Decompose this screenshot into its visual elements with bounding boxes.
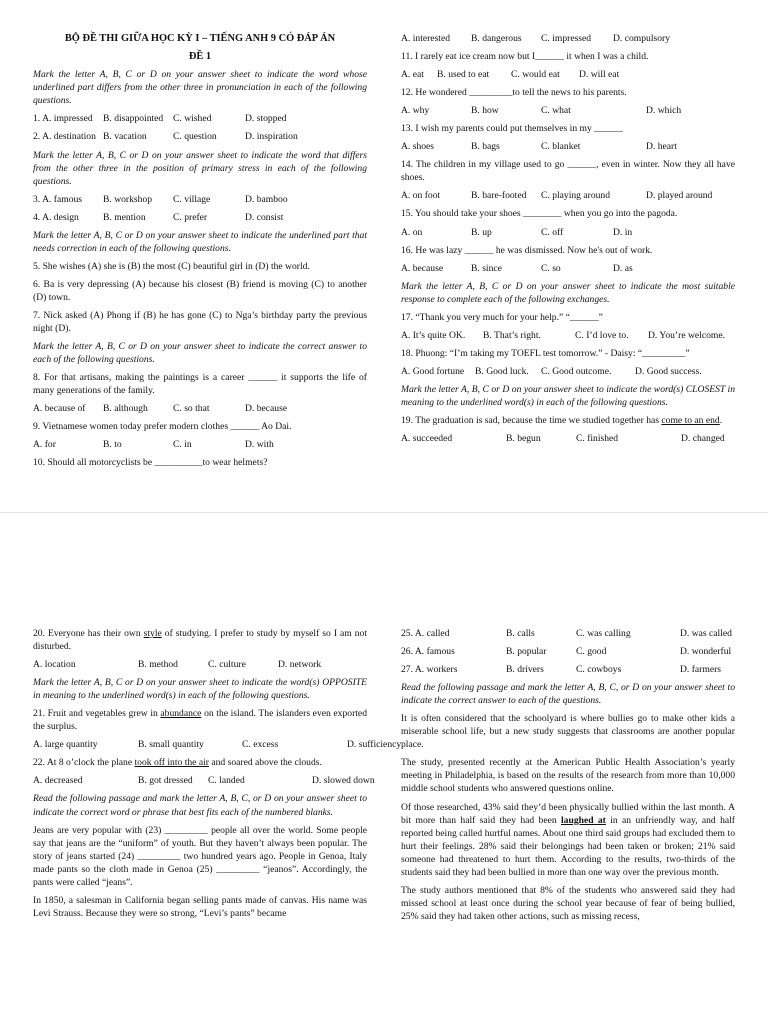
option: B. since [471,262,502,274]
option: C. cowboys [576,664,622,676]
option: D. as [613,262,633,274]
option: D. inspiration [245,131,298,143]
question-5: 5. She wishes (A) she is (B) the most (C) beautiful girl in (D) the world. [33,260,310,272]
option: A. on foot [401,190,441,202]
option: B. got dressed [138,775,193,787]
option: B. drivers [506,664,544,676]
question-21 [33,707,367,733]
question-19-text: 19. The graduation is sad, because the time we studied together has [401,415,662,427]
option: C. blanket [541,141,581,153]
option: C. good [576,646,607,658]
option: D. bamboo [245,193,288,205]
option: B. to [103,439,122,451]
option: C. wished [173,113,212,125]
instruction-pronunciation: Mark the letter A, B, C or D on your answer sheet to indicate the word whose underlined part differs from the other three in pronunciation in each of the following questions. [33,69,367,107]
question-15-options [401,226,735,239]
question-26-options [401,645,735,658]
option: A. because of [33,403,86,415]
question-9-options [33,438,367,451]
question-15: 15. You should take your shoes ________ when you go into the pagoda. [401,208,678,220]
option: B. mention [103,211,146,223]
option: B. bare-footed [471,190,527,202]
underlined-word: style [143,628,162,639]
option: A. It’s quite OK. [401,329,466,341]
question-22-end: and soared above the clouds. [208,757,322,769]
instruction-stress: Mark the letter A, B, C or D on your answer sheet to indicate the word that differs from the other three in the position of primary stress in each of the following questions. [33,149,367,187]
question-2-options [33,130,367,143]
question-12: 12. He wondered _________to tell the news to his parents. [401,87,627,99]
option: B. begun [506,433,541,445]
question-18-options [401,365,735,378]
question-20-text: 20. Everyone has their own [33,628,144,639]
question-20-end: of studying. I prefer to study by myself so I am not disturbed. [33,628,367,653]
option: C. village [173,193,211,205]
question-6: 6. Ba is very depressing (A) because his closest (B) friend is moving (C) to another (D) town. [33,278,367,303]
option: A. why [401,105,430,117]
underlined-phrase: took off into the air [134,757,209,769]
paragraph-3-start: Of those researched, 43% said they’d been physically bullied within the last month. A bit more than half said they had been [401,801,735,826]
option: A. because [401,262,444,274]
instruction-cloze: Read the following passage and mark the letter A, B, C, or D on your answer sheet to indicate the correct word or phrase that best fits each of the numbered blanks. [33,793,367,818]
question-9: 9. Vietnamese women today prefer modern clothes ______ Ao Dai. [33,421,292,433]
question-11-options [401,68,735,81]
question-3-options [33,193,367,206]
reading-paragraph-1: It is often considered that the schoolyard is where bullies go to make other kids a miserable school life, but a new study suggests that classrooms are another popular place. [401,713,735,751]
question-21-end: on the island. The islanders even exported the surplus. [33,708,367,733]
option: C. so [541,262,561,274]
option: B. dangerous [471,33,522,44]
option: 3. A. famous [33,193,83,205]
option: C. I’d love to. [575,329,629,341]
instruction-reading: Read the following passage and mark the letter A, B, C, or D on your answer sheet to indicate the correct answer to each of the questions. [401,682,735,707]
paragraph-3-rest: in an unfriendly way, and half reported being called hurtful names. About one third said groups had excluded them to hurt their feelings. 28% said their belongings had been taken or broken; 21% said someone had threatened to hurt them. According to the results, two-thirds of the students said they had been bullied in more than one way over the previous month. [401,814,735,878]
page2-left-column [33,627,402,925]
page2-right-column [401,627,735,928]
option: D. heart [646,141,677,153]
option: C. in [173,439,192,451]
question-14-options [401,189,735,202]
option: A. on [401,226,423,238]
instruction-closest: Mark the letter A, B, C or D on your answer sheet to indicate the word(s) CLOSEST in meaning to the underlined word(s) in each of the following questions. [401,383,735,408]
option: B. used to eat [437,69,490,81]
question-16-options [401,262,735,275]
question-10-options [401,32,735,45]
question-8: 8. For that artisans, making the paintings is a career ______ it supports the life of many generations of the family. [33,372,367,397]
option: 27. A. workers [401,664,458,676]
question-20-options [33,658,367,671]
option: D. Good success. [635,365,702,377]
option: 2. A. destination [33,131,96,143]
option: A. eat [401,69,424,81]
question-14: 14. The children in my village used to go ______, even in winter. Now they all have shoes. [401,159,735,184]
option: C. finished [576,433,619,445]
underlined-word: abundance [160,708,202,720]
option: C. so that [173,403,210,415]
option: D. in [613,226,633,238]
question-10: 10. Should all motorcyclists be __________to wear helmets? [33,457,268,469]
option: D. stopped [245,113,287,125]
option: C. would eat [511,69,560,81]
option: D. compulsory [613,33,671,44]
option: D. sufficiency [347,739,402,751]
question-18: 18. Phuong: “I’m taking my TOEFL test tomorrow.” - Daisy: “_________” [401,347,690,359]
option: A. location [33,659,76,671]
option: D. consist [245,211,284,223]
option: D. will eat [579,69,620,81]
reading-paragraph-3 [401,801,735,879]
question-11: 11. I rarely eat ice cream now but I______ it when I was a child. [401,51,649,63]
option: B. popular [506,646,547,658]
option: C. impressed [541,33,592,44]
option: C. question [173,131,217,143]
question-22-options [33,774,375,787]
option: D. network [278,659,322,671]
underlined-phrase: come to an end [661,415,720,427]
jeans-paragraph-2: In 1850, a salesman in California began selling pants made of canvas. His name was Levi Strauss. Because they were so strong, “Levi’s pants” became [33,894,367,919]
option: C. prefer [173,211,208,223]
option: D. changed [681,433,725,445]
option: 4. A. design [33,211,79,223]
reading-paragraph-4: The study authors mentioned that 8% of the students who answered said they had missed school at least once during the school year because of fear of being bullied, 25% said they had taken other actions, such as missing recess, [401,884,735,922]
exam-title: BỘ ĐỀ THI GIỮA HỌC KỲ I – TIẾNG ANH 9 CÓ ĐÁP ÁN [64,33,336,44]
question-13-options [401,140,735,153]
question-17: 17. “Thank you very much for your help.” “______” [401,311,603,323]
question-21-options [33,738,402,751]
question-22 [33,756,367,769]
question-19-end: . [719,415,723,427]
option: A. succeeded [401,433,453,445]
option: B. bags [471,141,500,153]
option: 1. A. impressed [33,113,93,125]
question-17-options [401,329,735,342]
option: A. decreased [33,775,83,787]
question-22-text: 22. At 8 o’clock the plane [33,757,135,769]
question-1-options [33,112,367,125]
option: C. Good outcome. [541,365,612,377]
question-12-options [401,104,735,117]
option: B. calls [506,628,535,639]
jeans-paragraph-1: Jeans are very popular with (23) _________ people all over the world. Some people say that jeans are the “uniform” of youth. But they haven’t always been popular. The story of jeans started (24) _________ two hundred years ago. People in Genoa, Italy made pants so the cloth made in Genoa (25) _________ “jeanos”. Accordingly, the pants were called “jeans”. [33,824,367,888]
option: C. excess [242,739,279,751]
instruction-correct-answer: Mark the letter A, B, C or D on your answer sheet to indicate the correct answer to each of the following questions. [33,341,367,366]
option: D. with [245,439,274,451]
option: B. method [138,659,178,671]
instruction-opposite: Mark the letter A, B, C or D on your answer sheet to indicate the word(s) OPPOSITE in meaning to the underlined word(s) in each of the following questions. [33,677,367,702]
option: B. small quantity [138,739,204,751]
question-21-text: 21. Fruit and vegetables grew in [33,708,161,720]
question-20 [33,627,367,653]
option: 25. A. called [401,628,450,639]
option: D. which [646,105,682,117]
option: A. shoes [401,141,435,153]
reading-paragraph-2: The study, presented recently at the American Public Health Association’s yearly meeting in Philadelphia, is based on the results of the research from more than 10,000 middle school students who answered questions online. [401,757,735,795]
option: C. off [541,226,564,238]
question-4-options [33,211,367,224]
option: B. Good luck. [475,365,529,377]
instruction-response: Mark the letter A, B, C or D on your answer sheet to indicate the most suitable response to complete each of the following exchanges. [401,280,735,305]
option: 26. A. famous [401,646,455,658]
option: D. played around [646,190,713,202]
page1-left-column [33,32,367,474]
question-19-options [401,432,735,445]
underlined-phrase: laughed at [561,814,606,826]
option: B. disappointed [103,113,164,125]
question-27-options [401,663,735,676]
option: C. playing around [541,190,611,202]
option: C. landed [208,775,245,787]
question-16: 16. He was lazy ______ he was dismissed. Now he's out of work. [401,244,653,256]
instruction-correction: Mark the letter A, B, C or D on your answer sheet to indicate the underlined part that needs correction in each of the following questions. [33,229,367,254]
option: D. slowed down [312,775,375,787]
question-19 [401,414,735,427]
option: B. how [471,105,499,117]
option: D. farmers [680,664,722,676]
option: B. up [471,226,492,238]
option: A. interested [401,33,451,44]
option: D. because [245,403,288,415]
exam-page-1 [0,0,768,512]
option: D. was called [680,628,732,639]
option: B. workshop [103,193,153,205]
option: C. what [541,105,571,117]
option: B. vacation [103,131,147,143]
question-7: 7. Nick asked (A) Phong if (B) he has gone (C) to Nga’s birthday party the previous night (D). [33,309,367,335]
option: D. wonderful [680,646,732,658]
option: A. for [33,439,56,451]
option: A. Good fortune [401,365,465,377]
option: A. large quantity [33,739,98,751]
option: C. was calling [576,628,631,639]
option: B. although [103,403,148,415]
exam-subtitle: ĐỀ 1 [188,51,212,63]
option: D. You’re welcome. [648,329,726,341]
question-8-options [33,402,367,415]
option: B. That’s right. [483,329,541,341]
exam-page-2 [0,512,768,1025]
question-13: 13. I wish my parents could put themselves in my ______ [401,123,623,135]
page1-right-column [401,32,735,450]
question-25-options [401,627,735,640]
option: C. culture [208,659,246,671]
